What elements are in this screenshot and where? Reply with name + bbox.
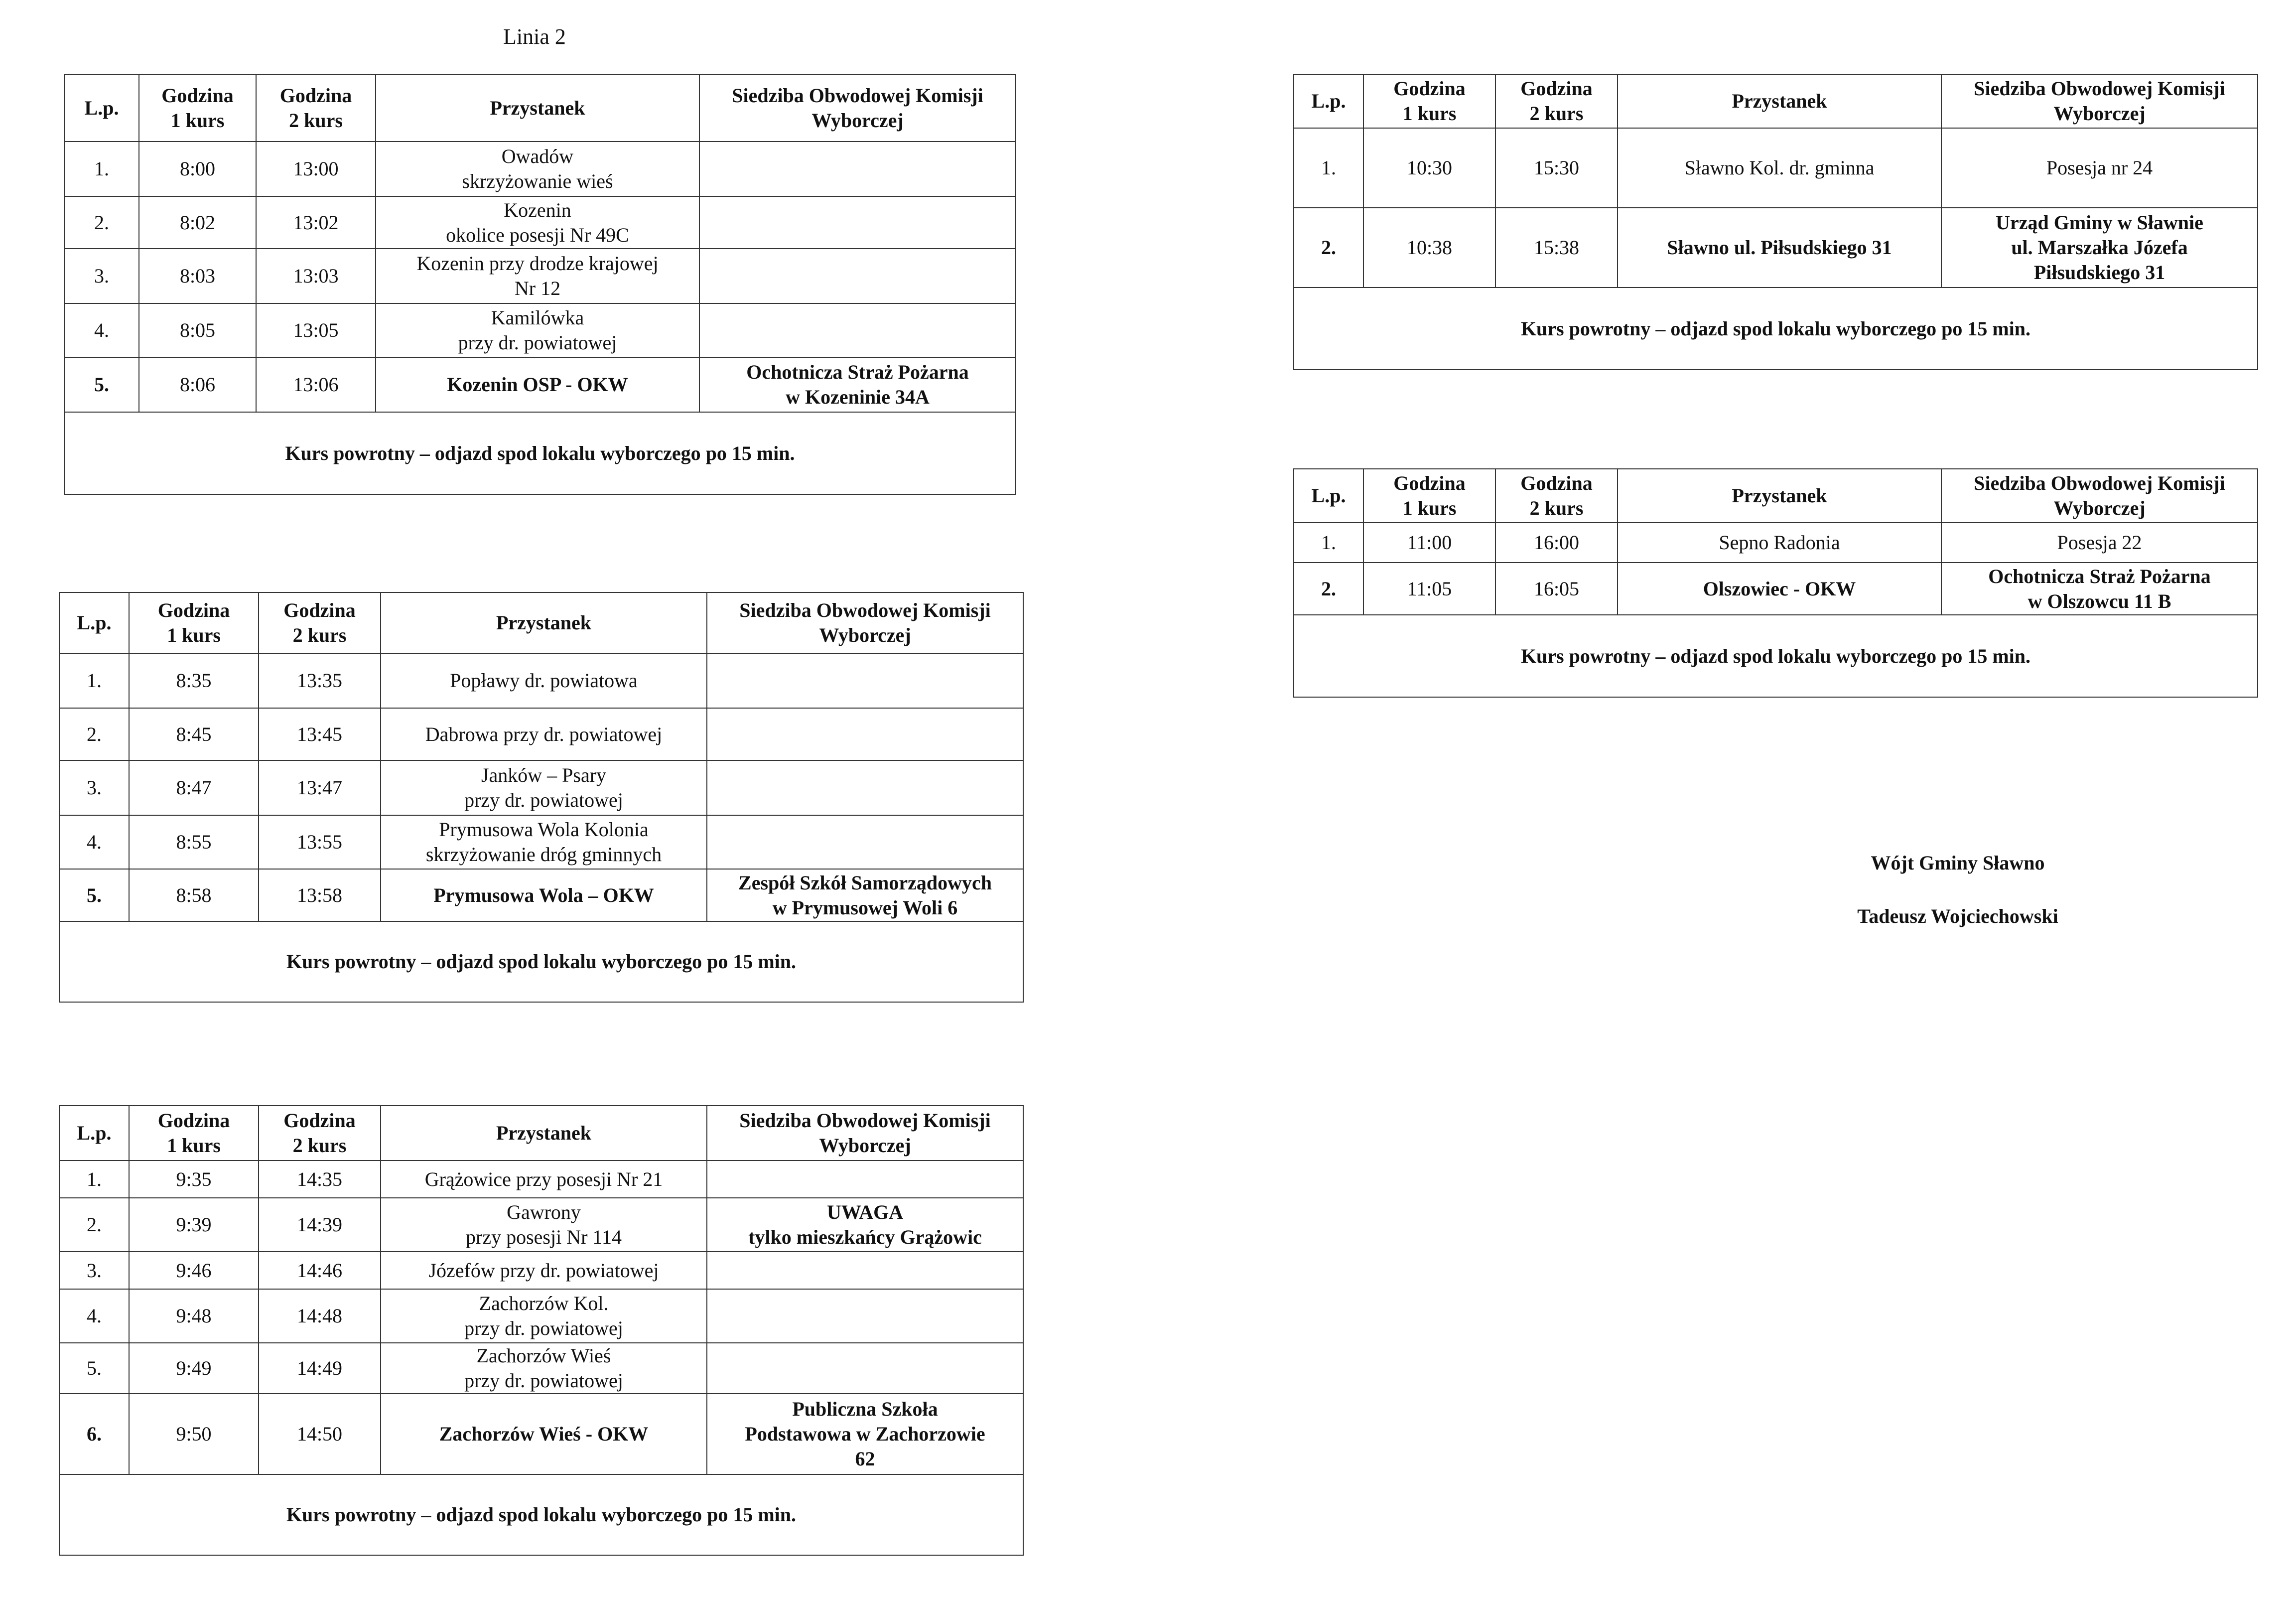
header-commission: Siedziba Obwodowej Komisji Wyborczej [699, 74, 1016, 142]
stop-name: Zachorzów Wieś przy dr. powiatowej [381, 1343, 707, 1394]
header-lp: L.p. [1294, 74, 1363, 128]
signature-name: Tadeusz Wojciechowski [1857, 905, 2058, 927]
row-number: 2. [59, 1198, 129, 1252]
header-commission: Siedziba Obwodowej Komisji Wyborczej [1941, 74, 2258, 128]
commission-seat [707, 1343, 1023, 1394]
hour-course-2: 16:00 [1495, 523, 1618, 563]
commission-seat: Urząd Gminy w Sławnie ul. Marszałka Józefa Piłsudskiego 31 [1941, 208, 2258, 288]
table-row [59, 869, 1023, 921]
commission-seat: Ochotnicza Straż Pożarna w Olszowcu 11 B [1941, 563, 2258, 615]
row-number: 5. [59, 1343, 129, 1394]
stop-name: Sławno ul. Piłsudskiego 31 [1618, 208, 1941, 288]
header-hour-1: Godzina 1 kurs [1363, 74, 1495, 128]
table-row [59, 1343, 1023, 1394]
commission-seat [707, 1252, 1023, 1289]
hour-course-2: 13:47 [259, 760, 381, 815]
table-row [59, 760, 1023, 815]
header-commission: Siedziba Obwodowej Komisji Wyborczej [1941, 469, 2258, 523]
commission-seat [707, 815, 1023, 869]
header-hour-2: Godzina 2 kurs [259, 592, 381, 653]
hour-course-2: 16:05 [1495, 563, 1618, 615]
table-row [59, 815, 1023, 869]
commission-seat [707, 653, 1023, 708]
row-number: 2. [64, 196, 139, 249]
header-stop: Przystanek [381, 1106, 707, 1161]
hour-course-2: 13:35 [259, 653, 381, 708]
schedule-table [59, 1105, 1024, 1556]
hour-course-1: 8:47 [129, 760, 259, 815]
hour-course-2: 14:48 [259, 1289, 381, 1343]
commission-seat: Posesja 22 [1941, 523, 2258, 563]
hour-course-1: 9:35 [129, 1161, 259, 1198]
commission-seat [707, 1161, 1023, 1198]
hour-course-1: 8:58 [129, 869, 259, 921]
table-header-row [59, 1106, 1023, 1161]
header-commission: Siedziba Obwodowej Komisji Wyborczej [707, 592, 1023, 653]
table-row [59, 708, 1023, 760]
hour-course-1: 10:38 [1363, 208, 1495, 288]
table-row [64, 142, 1016, 196]
hour-course-1: 9:48 [129, 1289, 259, 1343]
table-row [64, 196, 1016, 249]
stop-name: Kozenin OSP - OKW [376, 357, 699, 412]
schedule-table [1293, 468, 2258, 698]
schedule-table [1293, 74, 2258, 370]
row-number: 5. [64, 357, 139, 412]
commission-seat [699, 196, 1016, 249]
commission-seat [707, 1289, 1023, 1343]
commission-seat [707, 708, 1023, 760]
schedule-table [64, 74, 1016, 495]
table-row [59, 1394, 1023, 1474]
commission-seat [699, 142, 1016, 196]
table-row [1294, 208, 2258, 288]
row-number: 6. [59, 1394, 129, 1474]
table-row [1294, 563, 2258, 615]
header-hour-2: Godzina 2 kurs [1495, 469, 1618, 523]
return-note-row [1294, 288, 2258, 370]
hour-course-2: 14:49 [259, 1343, 381, 1394]
row-number: 4. [64, 303, 139, 357]
signature-role: Wójt Gminy Sławno [1871, 852, 2045, 874]
stop-name: Kamilówka przy dr. powiatowej [376, 303, 699, 357]
hour-course-2: 13:55 [259, 815, 381, 869]
stop-name: Prymusowa Wola – OKW [381, 869, 707, 921]
hour-course-2: 15:38 [1495, 208, 1618, 288]
row-number: 3. [64, 249, 139, 303]
hour-course-2: 13:45 [259, 708, 381, 760]
table-row [64, 249, 1016, 303]
header-hour-2: Godzina 2 kurs [259, 1106, 381, 1161]
stop-name: Sepno Radonia [1618, 523, 1941, 563]
hour-course-2: 13:58 [259, 869, 381, 921]
header-stop: Przystanek [1618, 469, 1941, 523]
header-hour-2: Godzina 2 kurs [1495, 74, 1618, 128]
commission-seat [699, 303, 1016, 357]
row-number: 1. [59, 1161, 129, 1198]
hour-course-2: 14:50 [259, 1394, 381, 1474]
table-header-row [64, 74, 1016, 142]
header-lp: L.p. [59, 592, 129, 653]
hour-course-2: 14:35 [259, 1161, 381, 1198]
row-number: 2. [1294, 563, 1363, 615]
header-hour-1: Godzina 1 kurs [129, 592, 259, 653]
table-header-row [1294, 469, 2258, 523]
row-number: 5. [59, 869, 129, 921]
hour-course-1: 8:00 [139, 142, 256, 196]
hour-course-2: 13:00 [256, 142, 376, 196]
table-header-row [59, 592, 1023, 653]
hour-course-1: 11:05 [1363, 563, 1495, 615]
stop-name: Gawrony przy posesji Nr 114 [381, 1198, 707, 1252]
stop-name: Dabrowa przy dr. powiatowej [381, 708, 707, 760]
stop-name: Zachorzów Kol. przy dr. powiatowej [381, 1289, 707, 1343]
stop-name: Kozenin przy drodze krajowej Nr 12 [376, 249, 699, 303]
hour-course-1: 8:55 [129, 815, 259, 869]
row-number: 4. [59, 815, 129, 869]
table-row [59, 1161, 1023, 1198]
row-number: 2. [1294, 208, 1363, 288]
return-note-row [59, 1474, 1023, 1555]
table-row [1294, 523, 2258, 563]
hour-course-1: 9:50 [129, 1394, 259, 1474]
commission-seat [707, 760, 1023, 815]
hour-course-1: 9:49 [129, 1343, 259, 1394]
row-number: 3. [59, 760, 129, 815]
row-number: 2. [59, 708, 129, 760]
hour-course-2: 14:46 [259, 1252, 381, 1289]
table-row [59, 1198, 1023, 1252]
header-hour-1: Godzina 1 kurs [1363, 469, 1495, 523]
page-title: Linia 2 [503, 24, 566, 49]
stop-name: Sławno Kol. dr. gminna [1618, 128, 1941, 208]
hour-course-1: 8:06 [139, 357, 256, 412]
stop-name: Owadów skrzyżowanie wieś [376, 142, 699, 196]
schedule-table [59, 592, 1024, 1003]
header-stop: Przystanek [376, 74, 699, 142]
row-number: 3. [59, 1252, 129, 1289]
return-note: Kurs powrotny – odjazd spod lokalu wyborczego po 15 min. [64, 412, 1016, 494]
hour-course-2: 14:39 [259, 1198, 381, 1252]
commission-seat: Zespół Szkół Samorządowych w Prymusowej Woli 6 [707, 869, 1023, 921]
table-row [64, 303, 1016, 357]
header-stop: Przystanek [1618, 74, 1941, 128]
stop-name: Prymusowa Wola Kolonia skrzyżowanie dróg gminnych [381, 815, 707, 869]
table-row [59, 653, 1023, 708]
return-note: Kurs powrotny – odjazd spod lokalu wyborczego po 15 min. [1294, 615, 2258, 697]
stop-name: Olszowiec - OKW [1618, 563, 1941, 615]
return-note: Kurs powrotny – odjazd spod lokalu wyborczego po 15 min. [59, 1474, 1023, 1555]
table-row [64, 357, 1016, 412]
stop-name: Kozenin okolice posesji Nr 49C [376, 196, 699, 249]
return-note-row [1294, 615, 2258, 697]
header-commission: Siedziba Obwodowej Komisji Wyborczej [707, 1106, 1023, 1161]
return-note-row [64, 412, 1016, 494]
header-hour-1: Godzina 1 kurs [139, 74, 256, 142]
hour-course-2: 15:30 [1495, 128, 1618, 208]
commission-seat: Ochotnicza Straż Pożarna w Kozeninie 34A [699, 357, 1016, 412]
row-number: 1. [1294, 523, 1363, 563]
stop-name: Grążowice przy posesji Nr 21 [381, 1161, 707, 1198]
table-row [59, 1252, 1023, 1289]
header-lp: L.p. [64, 74, 139, 142]
return-note: Kurs powrotny – odjazd spod lokalu wyborczego po 15 min. [59, 921, 1023, 1002]
hour-course-1: 10:30 [1363, 128, 1495, 208]
hour-course-2: 13:03 [256, 249, 376, 303]
header-stop: Przystanek [381, 592, 707, 653]
hour-course-1: 8:03 [139, 249, 256, 303]
hour-course-1: 11:00 [1363, 523, 1495, 563]
hour-course-1: 8:05 [139, 303, 256, 357]
hour-course-2: 13:05 [256, 303, 376, 357]
hour-course-1: 8:02 [139, 196, 256, 249]
row-number: 1. [59, 653, 129, 708]
commission-seat [699, 249, 1016, 303]
commission-seat: Publiczna Szkoła Podstawowa w Zachorzowie 62 [707, 1394, 1023, 1474]
hour-course-1: 8:45 [129, 708, 259, 760]
return-note-row [59, 921, 1023, 1002]
row-number: 1. [64, 142, 139, 196]
stop-name: Józefów przy dr. powiatowej [381, 1252, 707, 1289]
commission-seat: Posesja nr 24 [1941, 128, 2258, 208]
row-number: 1. [1294, 128, 1363, 208]
hour-course-1: 9:39 [129, 1198, 259, 1252]
hour-course-2: 13:06 [256, 357, 376, 412]
table-row [1294, 128, 2258, 208]
hour-course-1: 8:35 [129, 653, 259, 708]
stop-name: Zachorzów Wieś - OKW [381, 1394, 707, 1474]
table-row [59, 1289, 1023, 1343]
hour-course-1: 9:46 [129, 1252, 259, 1289]
header-lp: L.p. [59, 1106, 129, 1161]
header-hour-1: Godzina 1 kurs [129, 1106, 259, 1161]
header-hour-2: Godzina 2 kurs [256, 74, 376, 142]
table-header-row [1294, 74, 2258, 128]
header-lp: L.p. [1294, 469, 1363, 523]
row-number: 4. [59, 1289, 129, 1343]
hour-course-2: 13:02 [256, 196, 376, 249]
commission-seat: UWAGA tylko mieszkańcy Grążowic [707, 1198, 1023, 1252]
stop-name: Janków – Psary przy dr. powiatowej [381, 760, 707, 815]
return-note: Kurs powrotny – odjazd spod lokalu wyborczego po 15 min. [1294, 288, 2258, 370]
stop-name: Popławy dr. powiatowa [381, 653, 707, 708]
